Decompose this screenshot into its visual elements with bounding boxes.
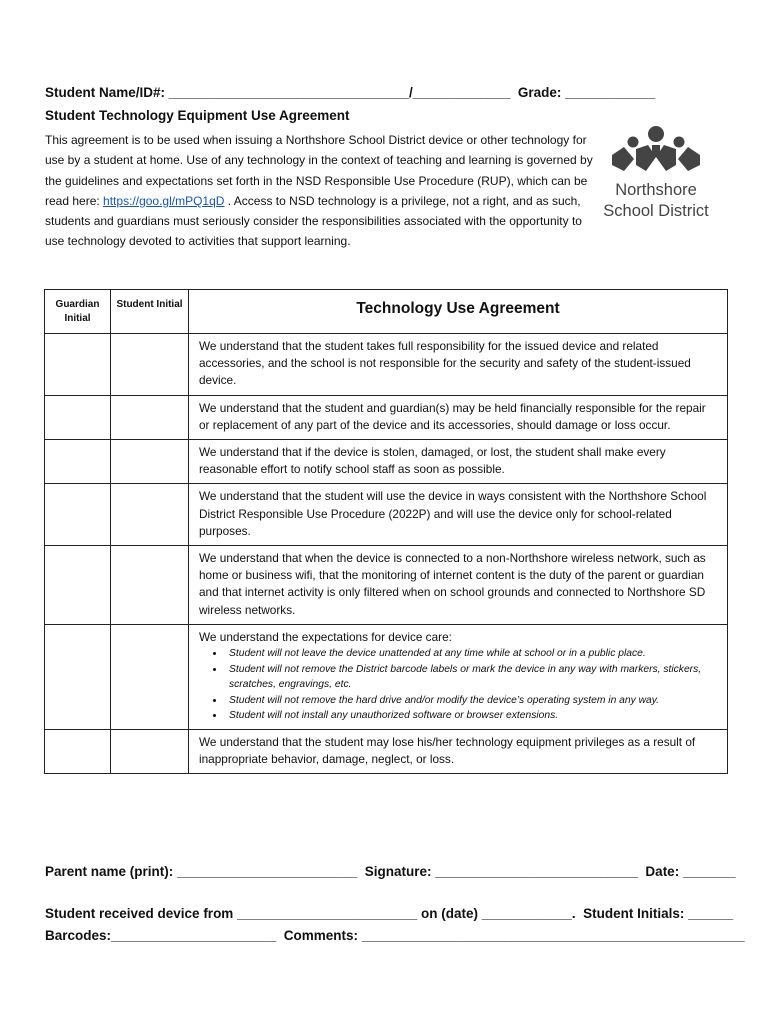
guardian-initial-cell[interactable] (45, 546, 111, 625)
list-item: • Student will not remove the District barcode labels or mark the device in any way with markers, stickers, scratches, engravings, etc. (225, 662, 717, 693)
agreement-statement: We understand that when the device is connected to a non-Northshore wireless network, such as home or business wifi, that the monitoring of internet content is the duty of the parent or guardian and that internet activity is only filtered when on school grounds and connected to Northshore SD wireless networks. (189, 546, 728, 625)
student-name-grade-line: Student Name/ID#: ________________________________/_____________ Grade: ____________ (45, 85, 656, 100)
table-header-row (45, 290, 728, 334)
logo-line-1: Northshore (615, 181, 697, 199)
logo-line-2: School District (603, 202, 709, 220)
district-logo (596, 125, 716, 225)
guardian-initial-cell[interactable] (45, 729, 111, 773)
device-care-list (199, 646, 717, 724)
student-initial-cell[interactable] (111, 440, 189, 484)
student-initial-cell[interactable] (111, 546, 189, 625)
agreement-statement: We understand that the student and guardian(s) may be held financially responsible for the repair or replacement of any part of the device and its accessories, should damage or loss occur. (189, 395, 728, 439)
list-item: • Student will not leave the device unattended at any time while at school or in a public place. (225, 646, 717, 662)
parent-signature-line: Parent name (print): ________________________ Signature: ___________________________ Date: _______ (45, 864, 736, 879)
list-item: • Student will not install any unauthorized software or browser extensions. (225, 708, 717, 724)
student-initial-cell[interactable] (111, 624, 189, 729)
device-care-cell (189, 624, 728, 729)
table-row (45, 440, 728, 484)
rup-link[interactable]: https://goo.gl/mPQ1qD (103, 193, 225, 208)
guardian-initial-cell[interactable] (45, 484, 111, 546)
device-received-line: Student received device from ________________________ on (date) ____________. Student Initials: ______ (45, 906, 734, 921)
student-initial-header: Student Initial (111, 290, 189, 334)
student-initial-cell[interactable] (111, 334, 189, 396)
guardian-initial-cell[interactable] (45, 440, 111, 484)
use-agreement-table (44, 289, 728, 774)
table-row (45, 546, 728, 625)
guardian-initial-cell[interactable] (45, 395, 111, 439)
district-logo-icon (610, 125, 702, 175)
intro-text-before: This agreement is to be used when issuing a Northshore School District device or other technology for use by a student at home. Use of any technology in the context of teaching and learning is governed by the guidelines and expectations set forth in the NSD Responsible Use Procedure (RUP), which can be read here: (45, 133, 593, 208)
guardian-initial-header: Guardian Initial (45, 290, 111, 334)
table-row (45, 484, 728, 546)
barcodes-comments-line: Barcodes:______________________ Comments: ___________________________________________________ (45, 928, 745, 943)
table-row (45, 334, 728, 396)
table-title: Technology Use Agreement (189, 290, 728, 334)
agreement-statement: We understand that the student may lose his/her technology equipment privileges as a result of inappropriate behavior, damage, neglect, or loss. (189, 729, 728, 773)
agreement-statement: We understand that the student will use the device in ways consistent with the Northshore School District Responsible Use Procedure (2022P) and will use the device only for school-related purposes. (189, 484, 728, 546)
table-row (45, 624, 728, 729)
intro-text-after: . Access to NSD technology is a privilege, not a right, and as such, students and guardians must seriously consider the responsibilities associated with the opportunity to use technology devoted to activities that support learning. (45, 193, 582, 249)
agreement-statement: We understand that the student takes full responsibility for the issued device and related accessories, and the school is not responsible for the security and safety of the student-issued device. (189, 334, 728, 396)
table-row (45, 729, 728, 773)
agreement-statement: We understand that if the device is stolen, damaged, or lost, the student shall make every reasonable effort to notify school staff as soon as possible. (189, 440, 728, 484)
guardian-initial-cell[interactable] (45, 334, 111, 396)
student-initial-cell[interactable] (111, 484, 189, 546)
intro-paragraph (45, 130, 593, 252)
student-initial-cell[interactable] (111, 395, 189, 439)
guardian-initial-cell[interactable] (45, 624, 111, 729)
form-subtitle: Student Technology Equipment Use Agreement (45, 108, 350, 123)
student-initial-cell[interactable] (111, 729, 189, 773)
agreement-statement: We understand the expectations for device care: (199, 629, 452, 644)
table-row (45, 395, 728, 439)
list-item: • Student will not remove the hard drive and/or modify the device’s operating system in any way. (225, 693, 717, 709)
